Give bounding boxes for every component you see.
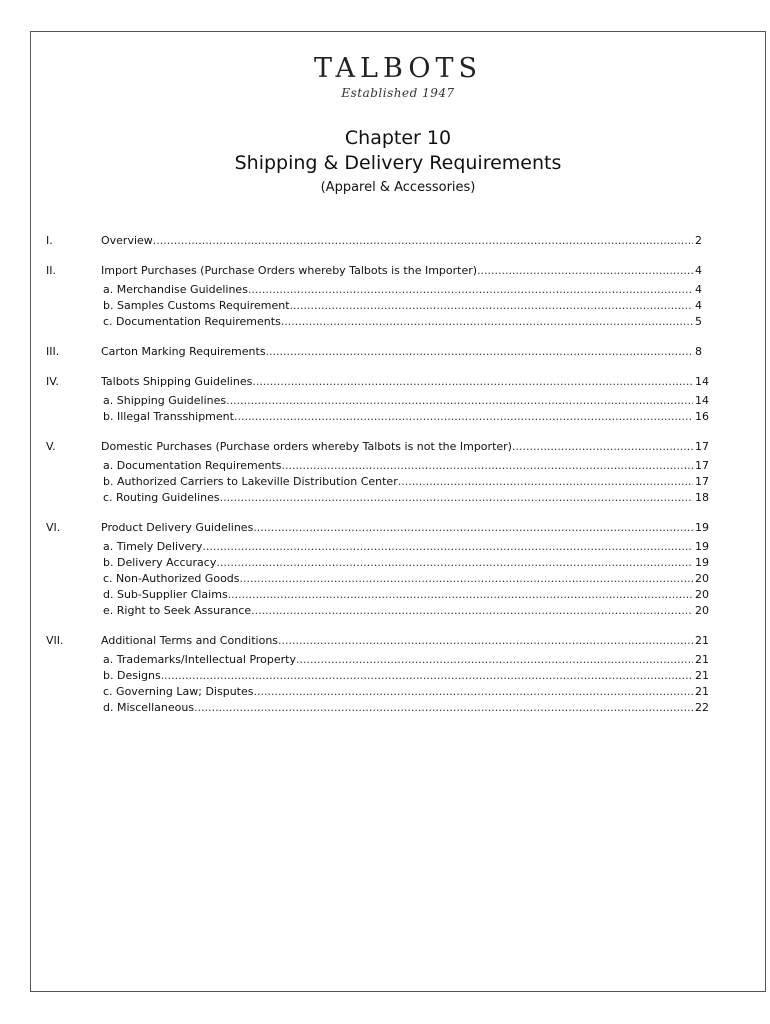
toc-subentry-title: a. Merchandise Guidelines [103, 283, 248, 296]
toc-section-title: Talbots Shipping Guidelines [101, 375, 253, 388]
toc-section-title: Import Purchases (Purchase Orders whereby Talbots is the Importer) [101, 264, 478, 277]
toc-section-number: I. [46, 234, 53, 247]
talbots-logo [31, 54, 765, 100]
toc-subentry-title: c. Governing Law; Disputes [103, 685, 254, 698]
toc-entry[interactable] [31, 439, 767, 455]
dot-leader [202, 539, 693, 555]
dot-leader [251, 603, 693, 619]
toc-section-title: Product Delivery Guidelines [101, 521, 254, 534]
dot-leader [194, 700, 693, 716]
toc-subentry-title: b. Delivery Accuracy [103, 556, 217, 569]
toc-subentry[interactable] [31, 652, 767, 668]
toc-page-number: 18 [695, 491, 709, 504]
toc-subentry-title: c. Non-Authorized Goods [103, 572, 240, 585]
toc-subentry[interactable] [31, 587, 767, 603]
toc-section [31, 439, 767, 506]
toc-page-number: 19 [695, 521, 709, 534]
dot-leader [512, 439, 693, 455]
dot-leader [398, 474, 693, 490]
toc-subentry-title: a. Timely Delivery [103, 540, 203, 553]
toc-page-number: 21 [695, 653, 709, 666]
toc-section-number: III. [46, 345, 60, 358]
toc-section-number: V. [46, 440, 56, 453]
toc-subentry[interactable] [31, 539, 767, 555]
toc-subentry[interactable] [31, 700, 767, 716]
toc-section-number: IV. [46, 375, 59, 388]
toc-page-number: 16 [695, 410, 709, 423]
toc-subentry[interactable] [31, 393, 767, 409]
dot-leader [296, 652, 693, 668]
toc-page-number: 2 [695, 234, 702, 247]
toc-subentry-title: c. Documentation Requirements [103, 315, 281, 328]
toc-page-number: 21 [695, 634, 709, 647]
dot-leader [226, 393, 693, 409]
toc-page-number: 20 [695, 572, 709, 585]
dot-leader [153, 233, 693, 249]
toc-page-number: 14 [695, 375, 709, 388]
toc-section-title: Carton Marking Requirements [101, 345, 266, 358]
toc-subentry[interactable] [31, 458, 767, 474]
toc-subentry[interactable] [31, 409, 767, 425]
toc-page-number: 5 [695, 315, 702, 328]
toc-subentry[interactable] [31, 555, 767, 571]
toc-subentry-title: d. Miscellaneous [103, 701, 195, 714]
toc-subentry-title: b. Designs [103, 669, 161, 682]
toc-subentry[interactable] [31, 314, 767, 330]
toc-subentry-title: b. Authorized Carriers to Lakeville Distribution Center [103, 475, 398, 488]
document-heading [31, 126, 765, 198]
dot-leader [248, 282, 693, 298]
dot-leader [266, 344, 693, 360]
toc-section-title: Overview [101, 234, 153, 247]
toc-page-number: 17 [695, 475, 709, 488]
toc-section [31, 520, 767, 619]
toc-section [31, 263, 767, 330]
toc-subentry-title: c. Routing Guidelines [103, 491, 220, 504]
toc-subentry-title: d. Sub-Supplier Claims [103, 588, 228, 601]
toc-entry[interactable] [31, 263, 767, 279]
document-page [30, 31, 766, 992]
toc-subentry-title: a. Shipping Guidelines [103, 394, 227, 407]
toc-entry[interactable] [31, 374, 767, 390]
logo-tagline: Established 1947 [341, 86, 455, 100]
toc-entry[interactable] [31, 233, 767, 249]
toc-section [31, 344, 767, 360]
dot-leader [278, 633, 693, 649]
toc-entry[interactable] [31, 344, 767, 360]
toc-subentry-title: b. Illegal Transshipment [103, 410, 234, 423]
dot-leader [252, 374, 693, 390]
toc-subentry-title: b. Samples Customs Requirement [103, 299, 290, 312]
toc-page-number: 8 [695, 345, 702, 358]
toc-section [31, 233, 767, 249]
toc-section-title: Additional Terms and Conditions [101, 634, 279, 647]
table-of-contents [31, 233, 767, 716]
dot-leader [216, 555, 693, 571]
toc-entry[interactable] [31, 520, 767, 536]
toc-subentry-title: a. Trademarks/Intellectual Property [103, 653, 296, 666]
dot-leader [282, 458, 693, 474]
chapter-label: Chapter 10 [344, 127, 452, 149]
toc-subentry[interactable] [31, 571, 767, 587]
toc-section-number: VI. [46, 521, 61, 534]
toc-subentry[interactable] [31, 490, 767, 506]
toc-page-number: 21 [695, 685, 709, 698]
toc-section-number: II. [46, 264, 56, 277]
dot-leader [240, 571, 693, 587]
toc-page-number: 14 [695, 394, 709, 407]
toc-subentry[interactable] [31, 474, 767, 490]
toc-page-number: 22 [695, 701, 709, 714]
dot-leader [220, 490, 693, 506]
dot-leader [290, 298, 693, 314]
toc-section-number: VII. [46, 634, 64, 647]
toc-page-number: 4 [695, 299, 702, 312]
dot-leader [253, 684, 693, 700]
toc-page-number: 4 [695, 264, 702, 277]
toc-subentry[interactable] [31, 684, 767, 700]
toc-section [31, 374, 767, 425]
toc-page-number: 19 [695, 556, 709, 569]
dot-leader [477, 263, 693, 279]
toc-subentry[interactable] [31, 282, 767, 298]
dot-leader [253, 520, 693, 536]
chapter-subtitle: (Apparel & Accessories) [320, 180, 476, 195]
toc-section-title: Domestic Purchases (Purchase orders whereby Talbots is not the Importer) [101, 440, 512, 453]
toc-subentry[interactable] [31, 603, 767, 619]
toc-page-number: 17 [695, 440, 709, 453]
logo-wordmark: TALBOTS [314, 53, 482, 84]
toc-page-number: 19 [695, 540, 709, 553]
toc-subentry-title: e. Right to Seek Assurance [103, 604, 252, 617]
toc-page-number: 21 [695, 669, 709, 682]
toc-page-number: 20 [695, 588, 709, 601]
toc-section [31, 633, 767, 716]
toc-entry[interactable] [31, 633, 767, 649]
toc-subentry[interactable] [31, 668, 767, 684]
toc-subentry-title: a. Documentation Requirements [103, 459, 282, 472]
dot-leader [281, 314, 693, 330]
toc-subentry[interactable] [31, 298, 767, 314]
dot-leader [228, 587, 693, 603]
dot-leader [234, 409, 693, 425]
chapter-title: Shipping & Delivery Requirements [234, 152, 562, 174]
dot-leader [161, 668, 693, 684]
toc-page-number: 4 [695, 283, 702, 296]
toc-page-number: 20 [695, 604, 709, 617]
toc-page-number: 17 [695, 459, 709, 472]
